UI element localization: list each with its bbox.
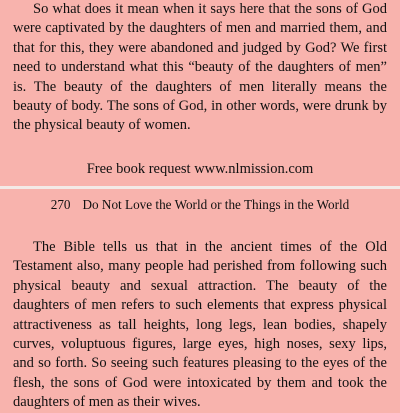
running-head: [0, 197, 400, 213]
top-page: [0, 0, 400, 186]
footer-book-request: Free book request www.nlmission.com: [86, 161, 314, 177]
page-number: 270: [50, 197, 71, 212]
bottom-page: [0, 189, 400, 411]
chapter-title: Do Not Love the World or the Things in the World: [82, 197, 350, 212]
top-paragraph: So what does it mean when it says here that the sons of God were captivated by the daughters of men and married them, and that for this, they were abandoned and judged by God? We first need to understand what this “beauty of the daughters of men” is. The beauty of the daughters of men literally means the beauty of body. The sons of God, in other words, were drunk by the physical beauty of women.: [13, 1, 387, 134]
bottom-paragraph: The Bible tells us that in the ancient times of the Old Testament also, many people had perished from following such physical beauty and sexual attraction. The beauty of the daughters of men refers to such elements that express physical attractiveness as tall heights, long legs, lean bodies, shapely curves, voluptuous figures, large eyes, high noses, sexy lips, and so forth. So seeing such features pleasing to the eyes of the flesh, the sons of God were intoxicated by them and took the daughters of men as their wives.: [13, 239, 387, 411]
